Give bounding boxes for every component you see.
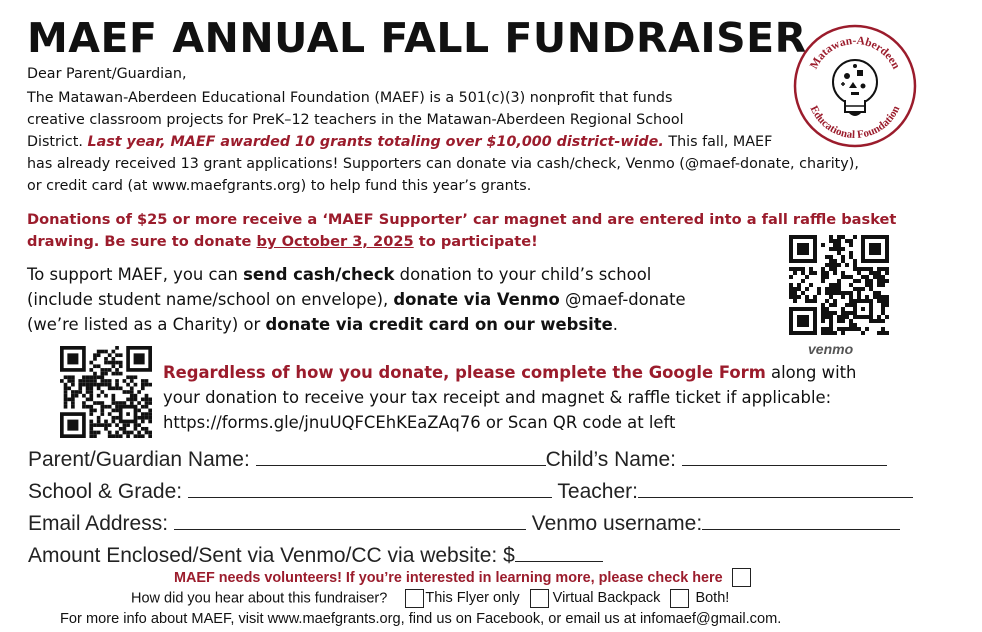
hear-question: How did you hear about this fundraiser? [131, 590, 388, 607]
letter-line-4: has already received 13 grant applications! Supporters can donate via cash/check, Venmo (@maef-donate, charity), [27, 156, 859, 172]
teacher-label: Teacher: [557, 480, 638, 503]
virtual-backpack-option-label: Virtual Backpack [552, 590, 661, 607]
child-name-label: Child’s Name: [545, 448, 676, 471]
letter-line-3 [27, 132, 772, 153]
volunteer-checkbox[interactable] [732, 568, 751, 587]
venmo-qr-code[interactable] [789, 235, 889, 335]
parent-name-field[interactable] [256, 447, 546, 466]
support-text: . [612, 315, 618, 334]
promo-line-2-start: drawing. Be sure to donate [27, 233, 257, 250]
promo-line-1: Donations of $25 or more receive a ‘MAEF Supporter’ car magnet and are entered into a fall raffle basket [27, 211, 897, 228]
parent-name-label: Parent/Guardian Name: [28, 448, 250, 471]
hear-row [131, 589, 729, 608]
google-form-link[interactable]: https://forms.gle/jnuUQFCEhKEaZAq76 or Scan QR code at left [163, 413, 676, 432]
support-text: To support MAEF, you can [27, 265, 244, 284]
venmo-username-field[interactable] [702, 511, 900, 530]
school-grade-label: School & Grade: [28, 480, 183, 503]
support-text: @maef-donate [559, 290, 686, 309]
volunteer-row [174, 567, 751, 587]
google-form-line-1 [163, 360, 856, 385]
logo-bottom-text: Educational Foundation [807, 103, 903, 142]
flyer-checkbox[interactable] [405, 589, 424, 608]
form-row-2 [28, 479, 913, 504]
teacher-field[interactable] [638, 479, 913, 498]
letter-greeting: Dear Parent/Guardian, [27, 66, 187, 82]
amount-field[interactable] [515, 543, 603, 562]
grants-highlight: Last year, MAEF awarded 10 grants totaling over $10,000 district-wide. [87, 134, 664, 150]
logo-top-text: Matawan-Aberdeen [808, 34, 902, 72]
support-credit-card: donate via credit card on our website [265, 315, 613, 334]
both-checkbox[interactable] [670, 589, 689, 608]
virtual-backpack-checkbox[interactable] [530, 589, 549, 608]
volunteer-text: MAEF needs volunteers! If you’re interested in learning more, please check here [174, 570, 723, 586]
support-text: (we’re listed as a Charity) or [27, 315, 266, 334]
both-option-label: Both! [695, 590, 730, 607]
promo-line-2 [27, 232, 538, 253]
form-row-1 [28, 447, 887, 472]
form-row-3 [28, 511, 900, 536]
form-row-4 [28, 543, 603, 568]
letter-line-3-end: This fall, MAEF [663, 134, 773, 150]
venmo-username-label: Venmo username: [531, 512, 703, 535]
amount-label: Amount Enclosed/Sent via Venmo/CC via website: $ [28, 544, 515, 567]
deadline-date: by October 3, 2025 [256, 233, 414, 250]
support-line-1 [27, 262, 651, 287]
support-line-3 [27, 312, 618, 337]
child-name-field[interactable] [682, 447, 887, 466]
promo-line-2-end: to participate! [413, 233, 538, 250]
google-form-text: along with [765, 363, 857, 382]
support-text: donation to your child’s school [394, 265, 652, 284]
letter-line-2: creative classroom projects for PreK–12 teachers in the Matawan-Aberdeen Regional School [27, 112, 684, 128]
email-field[interactable] [174, 511, 526, 530]
support-line-2 [27, 287, 686, 312]
maef-logo [793, 24, 917, 148]
google-form-highlight: Regardless of how you donate, please complete the Google Form [163, 363, 766, 382]
page-title: MAEF ANNUAL FALL FUNDRAISER [27, 14, 807, 62]
footer-info: For more info about MAEF, visit www.maefgrants.org, find us on Facebook, or email us at infomaef@gmail.com. [60, 611, 782, 627]
email-label: Email Address: [28, 512, 169, 535]
letter-line-5: or credit card (at www.maefgrants.org) to help fund this year’s grants. [27, 178, 532, 194]
support-cash-check: send cash/check [243, 265, 395, 284]
letter-line-1: The Matawan-Aberdeen Educational Foundation (MAEF) is a 501(c)(3) nonprofit that funds [27, 90, 673, 106]
support-venmo: donate via Venmo [393, 290, 560, 309]
letter-line-3-start: District. [27, 134, 88, 150]
flyer-option-label: This Flyer only [425, 590, 520, 607]
google-form-line-2: your donation to receive your tax receipt and magnet & raffle ticket if applicable: [163, 388, 832, 407]
venmo-label: venmo [808, 341, 854, 357]
google-form-qr-code[interactable] [60, 346, 152, 438]
school-grade-field[interactable] [188, 479, 552, 498]
support-text: (include student name/school on envelope), [27, 290, 394, 309]
